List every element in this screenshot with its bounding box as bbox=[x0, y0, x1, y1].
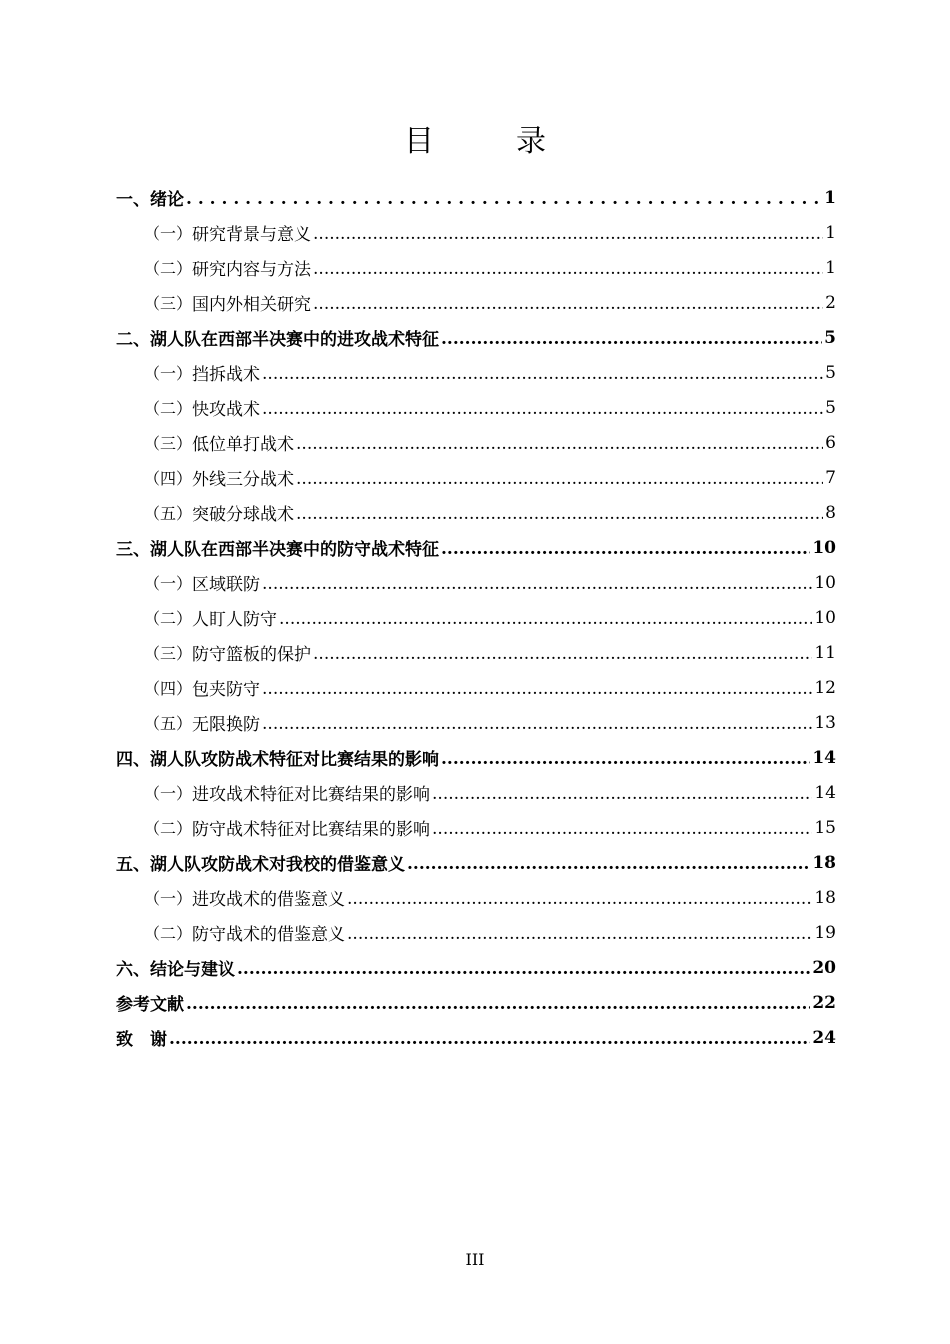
toc-entry-page: 8 bbox=[825, 502, 836, 523]
toc-entry-title: 外线三分战术 bbox=[192, 470, 295, 490]
toc-entry-page: 22 bbox=[812, 992, 836, 1013]
toc-entry-page: 2 bbox=[825, 292, 836, 313]
toc-entry-number: 四、 bbox=[116, 750, 150, 770]
toc-entry-page: 13 bbox=[814, 712, 836, 733]
toc-entry-page: 5 bbox=[825, 362, 836, 383]
toc-entry-title: 湖人队在西部半决赛中的防守战术特征 bbox=[150, 540, 439, 560]
toc-entry-title: 防守战术特征对比赛结果的影响 bbox=[192, 820, 431, 840]
toc-entry-page: 18 bbox=[812, 852, 836, 873]
dot-leader bbox=[441, 539, 810, 559]
dot-leader bbox=[262, 574, 812, 594]
dot-leader bbox=[237, 959, 810, 979]
toc-entry-3-4[interactable] bbox=[116, 670, 836, 705]
dot-leader bbox=[186, 994, 810, 1014]
dot-leader bbox=[296, 469, 823, 489]
toc-entry-number: 二、 bbox=[116, 330, 150, 350]
toc-entry-number: （一） bbox=[144, 574, 193, 593]
toc-entry-page: 1 bbox=[825, 257, 836, 278]
toc-entry-title: 防守战术的借鉴意义 bbox=[192, 925, 346, 945]
toc-entry-number: （一） bbox=[144, 364, 193, 383]
toc-entry-2[interactable] bbox=[116, 320, 836, 355]
toc-entry-acknowledgements[interactable] bbox=[116, 1020, 836, 1055]
toc-entry-title: 国内外相关研究 bbox=[192, 295, 312, 315]
toc-entry-number: （四） bbox=[144, 469, 193, 488]
dot-leader bbox=[432, 819, 812, 839]
toc-entry-page: 5 bbox=[825, 397, 836, 418]
toc-entry-title: 参考文献 bbox=[116, 995, 184, 1015]
dot-leader bbox=[347, 889, 812, 909]
toc-entry-page: 5 bbox=[824, 327, 836, 348]
toc-entry-page: 10 bbox=[812, 537, 836, 558]
toc-entry-number: （一） bbox=[144, 889, 193, 908]
dot-leader bbox=[186, 189, 822, 209]
toc-entry-page: 7 bbox=[825, 467, 836, 488]
toc-entry-2-2[interactable] bbox=[116, 390, 836, 425]
dot-leader bbox=[262, 714, 812, 734]
toc-entry-page: 18 bbox=[814, 887, 836, 908]
toc-entry-2-4[interactable] bbox=[116, 460, 836, 495]
toc-entry-5-2[interactable] bbox=[116, 915, 836, 950]
toc-entry-title: 包夹防守 bbox=[192, 680, 261, 700]
toc-entry-title: 挡拆战术 bbox=[192, 365, 261, 385]
toc-entry-page: 19 bbox=[814, 922, 836, 943]
toc-entry-page: 1 bbox=[825, 222, 836, 243]
toc-entry-4-1[interactable] bbox=[116, 775, 836, 810]
toc-entry-number: （二） bbox=[144, 399, 193, 418]
toc-entry-number: （三） bbox=[144, 294, 193, 313]
dot-leader bbox=[262, 364, 823, 384]
toc-entry-page: 15 bbox=[814, 817, 836, 838]
toc-entry-5[interactable] bbox=[116, 845, 836, 880]
toc-entry-page: 14 bbox=[814, 782, 836, 803]
toc-entry-number: （二） bbox=[144, 259, 193, 278]
toc-entry-number: （二） bbox=[144, 609, 193, 628]
toc-entry-title: 研究背景与意义 bbox=[192, 225, 312, 245]
toc-entry-references[interactable] bbox=[116, 985, 836, 1020]
toc-entry-3-3[interactable] bbox=[116, 635, 836, 670]
toc-entry-1-2[interactable] bbox=[116, 250, 836, 285]
toc-entry-page: 24 bbox=[812, 1027, 836, 1048]
toc-entry-2-5[interactable] bbox=[116, 495, 836, 530]
dot-leader bbox=[432, 784, 812, 804]
toc-entry-number: （一） bbox=[144, 224, 193, 243]
toc-entry-title: 防守篮板的保护 bbox=[192, 645, 312, 665]
toc-entry-number: （一） bbox=[144, 784, 193, 803]
toc-entry-1[interactable] bbox=[116, 180, 836, 215]
toc-entry-page: 6 bbox=[825, 432, 836, 453]
toc-entry-title: 区域联防 bbox=[192, 575, 261, 595]
toc-entry-number: （二） bbox=[144, 819, 193, 838]
toc-entry-page: 12 bbox=[814, 677, 836, 698]
toc-entry-number: （三） bbox=[144, 434, 193, 453]
toc-entry-6[interactable] bbox=[116, 950, 836, 985]
toc-entry-number: 三、 bbox=[116, 540, 150, 560]
toc-entry-number: （二） bbox=[144, 924, 193, 943]
toc-entry-number: 一、 bbox=[116, 190, 150, 210]
toc-entry-title: 进攻战术特征对比赛结果的影响 bbox=[192, 785, 431, 805]
toc-entry-page: 14 bbox=[812, 747, 836, 768]
toc-entry-2-1[interactable] bbox=[116, 355, 836, 390]
table-of-contents bbox=[116, 180, 836, 1055]
toc-entry-title: 致 谢 bbox=[116, 1030, 167, 1050]
toc-entry-title: 六、结论与建议 bbox=[116, 960, 235, 980]
dot-leader bbox=[407, 854, 810, 874]
toc-entry-title: 湖人队攻防战术特征对比赛结果的影响 bbox=[150, 750, 439, 770]
toc-entry-1-1[interactable] bbox=[116, 215, 836, 250]
toc-entry-title: 进攻战术的借鉴意义 bbox=[192, 890, 346, 910]
toc-entry-number: 五、 bbox=[116, 855, 150, 875]
toc-entry-3-2[interactable] bbox=[116, 600, 836, 635]
toc-entry-page: 10 bbox=[814, 572, 836, 593]
toc-entry-title: 低位单打战术 bbox=[192, 435, 295, 455]
toc-entry-title: 快攻战术 bbox=[192, 400, 261, 420]
dot-leader bbox=[296, 434, 823, 454]
toc-entry-title: 湖人队攻防战术对我校的借鉴意义 bbox=[150, 855, 405, 875]
toc-entry-page: 11 bbox=[814, 642, 836, 663]
toc-entry-number: （五） bbox=[144, 504, 193, 523]
toc-entry-title: 无限换防 bbox=[192, 715, 261, 735]
toc-entry-number: （五） bbox=[144, 714, 193, 733]
toc-entry-page: 10 bbox=[814, 607, 836, 628]
dot-leader bbox=[313, 224, 823, 244]
dot-leader bbox=[441, 329, 822, 349]
toc-entry-3-1[interactable] bbox=[116, 565, 836, 600]
page-title: 目 录 bbox=[404, 124, 572, 159]
toc-entry-page: 1 bbox=[824, 187, 836, 208]
dot-leader bbox=[313, 294, 823, 314]
dot-leader bbox=[169, 1029, 810, 1049]
toc-entry-title: 研究内容与方法 bbox=[192, 260, 312, 280]
toc-entry-1-3[interactable] bbox=[116, 285, 836, 320]
dot-leader bbox=[262, 679, 812, 699]
toc-entry-title: 绪论 bbox=[150, 190, 184, 210]
dot-leader bbox=[279, 609, 812, 629]
toc-entry-4[interactable] bbox=[116, 740, 836, 775]
toc-entry-5-1[interactable] bbox=[116, 880, 836, 915]
dot-leader bbox=[313, 644, 812, 664]
dot-leader bbox=[347, 924, 812, 944]
dot-leader bbox=[441, 749, 810, 769]
toc-entry-title: 突破分球战术 bbox=[192, 505, 295, 525]
dot-leader bbox=[313, 259, 823, 279]
toc-entry-number: （四） bbox=[144, 679, 193, 698]
toc-entry-number: （三） bbox=[144, 644, 193, 663]
toc-entry-page: 20 bbox=[812, 957, 836, 978]
dot-leader bbox=[262, 399, 823, 419]
dot-leader bbox=[296, 504, 823, 524]
toc-entry-4-2[interactable] bbox=[116, 810, 836, 845]
toc-entry-title: 人盯人防守 bbox=[192, 610, 278, 630]
toc-entry-2-3[interactable] bbox=[116, 425, 836, 460]
toc-entry-3-5[interactable] bbox=[116, 705, 836, 740]
toc-entry-title: 湖人队在西部半决赛中的进攻战术特征 bbox=[150, 330, 439, 350]
page-number: III bbox=[465, 1250, 485, 1269]
toc-entry-3[interactable] bbox=[116, 530, 836, 565]
